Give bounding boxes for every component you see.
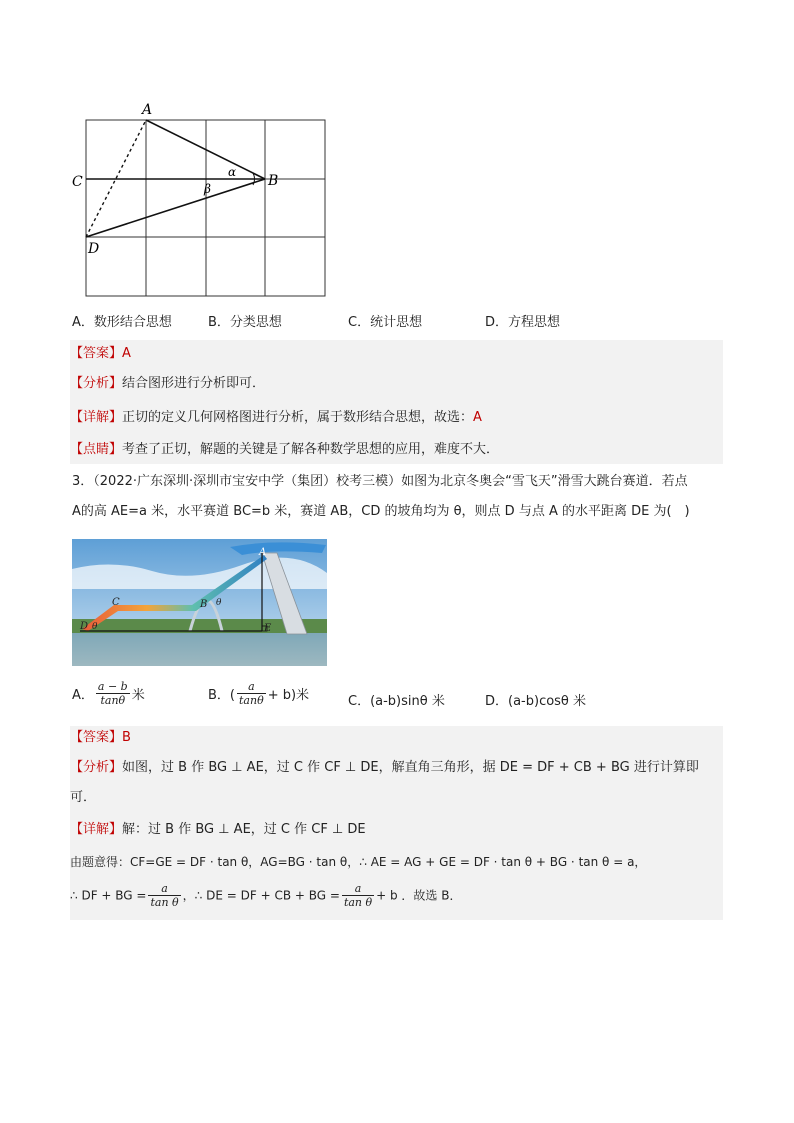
detail-text: 解：过 B 作 BG ⊥ AE，过 C 作 CF ⊥ DE bbox=[122, 822, 366, 837]
detail-line3-part-a: ∴ DF + BG = bbox=[70, 888, 147, 903]
q3-option-b-label: B．( bbox=[208, 688, 235, 703]
analysis-tag: 【分析】 bbox=[70, 376, 123, 391]
q3-analysis-row-1 bbox=[70, 758, 699, 778]
q3-analysis-row-2: 可． bbox=[70, 790, 97, 805]
q3-option-c: C．(a-b)sinθ 米 bbox=[348, 694, 445, 709]
q3-option-a-label: A． bbox=[72, 688, 94, 703]
q3-detail-row-1 bbox=[70, 820, 366, 840]
fraction-1-denominator: tan θ bbox=[150, 896, 179, 909]
photo-label-e: E bbox=[264, 623, 272, 634]
photo-label-d: D bbox=[80, 621, 89, 632]
q2-option-c: C．统计思想 bbox=[348, 315, 423, 330]
fraction-1-numerator: a bbox=[148, 882, 180, 896]
q2-option-d: D．方程思想 bbox=[485, 315, 561, 330]
label-beta: β bbox=[204, 182, 211, 196]
photo-label-b: B bbox=[200, 599, 208, 610]
photo-label-a: A bbox=[259, 547, 267, 558]
detail-line3-part-b: ，∴ DE = DF + CB + BG = bbox=[182, 888, 340, 903]
analysis-text: 结合图形进行分析即可． bbox=[122, 376, 266, 391]
answer-tag: 【答案】 bbox=[70, 730, 123, 745]
q3-option-a-fraction bbox=[96, 680, 130, 707]
label-d: D bbox=[88, 241, 100, 257]
label-c: C bbox=[72, 174, 83, 190]
analysis-text: 如图，过 B 作 BG ⊥ AE，过 C 作 CF ⊥ DE，解直角三角形，据 DE = DF + CB + BG 进行计算即 bbox=[122, 760, 699, 775]
q3-option-b-fraction bbox=[237, 680, 266, 707]
q2-comment-row bbox=[70, 440, 499, 460]
grid-figure bbox=[70, 100, 340, 305]
q3-detail-row-3 bbox=[70, 882, 461, 909]
q2-options bbox=[72, 312, 722, 334]
detail-text: 正切的定义几何网格图进行分析，属于数形结合思想，故选： bbox=[122, 410, 474, 425]
q3-solution bbox=[70, 726, 723, 920]
detail-tag: 【详解】 bbox=[70, 822, 123, 837]
analysis-tag: 【分析】 bbox=[70, 760, 123, 775]
fraction-2-denominator: tan θ bbox=[343, 896, 373, 909]
label-a: A bbox=[142, 102, 153, 118]
q3-answer-row bbox=[70, 728, 131, 748]
answer-value: A bbox=[122, 346, 131, 361]
q3-line-1: 3．（2022·广东深圳·深圳市宝安中学（集团）校考三模）如图为北京冬奥会“雪飞天”滑雪大跳台赛道．若点 bbox=[72, 474, 688, 489]
q3-stem bbox=[72, 472, 722, 522]
q3-option-a bbox=[72, 680, 145, 707]
comment-tag: 【点睛】 bbox=[70, 442, 123, 457]
q3-line-2: A的高 AE=a 米，水平赛道 BC=b 米，赛道 AB，CD 的坡角均为 θ，则点 D 与点 A 的水平距离 DE 为( ) bbox=[72, 504, 690, 519]
label-b: B bbox=[268, 173, 279, 189]
water bbox=[72, 633, 327, 666]
detail-line3-fraction-2 bbox=[342, 882, 374, 909]
answer-value: B bbox=[122, 730, 131, 745]
detail-line3-part-c: + b ．故选 B． bbox=[376, 888, 462, 903]
detail-tag: 【详解】 bbox=[70, 410, 123, 425]
q3-option-a-unit: 米 bbox=[131, 688, 145, 703]
q3-option-a-denominator: tanθ bbox=[100, 694, 126, 707]
q2-option-b: B．分类思想 bbox=[208, 315, 282, 330]
detail-choice: A bbox=[473, 410, 482, 425]
q3-option-b-denominator: tanθ bbox=[239, 694, 264, 707]
q3-option-b-numerator: a bbox=[237, 680, 266, 694]
q3-option-b-tail: + b)米 bbox=[267, 688, 310, 703]
q3-option-d: D．(a-b)cosθ 米 bbox=[485, 694, 587, 709]
ski-jump-photo bbox=[72, 539, 327, 666]
q2-option-a: A．数形结合思想 bbox=[72, 315, 172, 330]
grid-lines bbox=[86, 120, 325, 296]
detail-line3-fraction-1 bbox=[148, 882, 180, 909]
segment-db bbox=[86, 179, 265, 237]
q3-detail-row-2: 由题意得：CF=GE = DF · tan θ，AG=BG · tan θ，∴ AE = AG + GE = DF · tan θ + BG · tan θ = a， bbox=[70, 855, 647, 869]
photo-label-c: C bbox=[112, 597, 120, 608]
q2-analysis-row bbox=[70, 374, 265, 394]
q2-solution bbox=[70, 340, 723, 464]
q2-answer-row bbox=[70, 344, 131, 364]
fraction-2-numerator: a bbox=[342, 882, 374, 896]
q3-options bbox=[72, 680, 722, 720]
comment-text: 考查了正切，解题的关键是了解各种数学思想的应用，难度不大． bbox=[122, 442, 500, 457]
q2-detail-row bbox=[70, 408, 482, 428]
answer-tag: 【答案】 bbox=[70, 346, 123, 361]
q3-option-a-numerator: a − b bbox=[97, 680, 128, 693]
q3-option-b bbox=[208, 680, 309, 707]
photo-label-theta-2: θ bbox=[216, 598, 222, 608]
photo-label-theta-1: θ bbox=[92, 622, 98, 632]
label-alpha: α bbox=[228, 165, 237, 179]
